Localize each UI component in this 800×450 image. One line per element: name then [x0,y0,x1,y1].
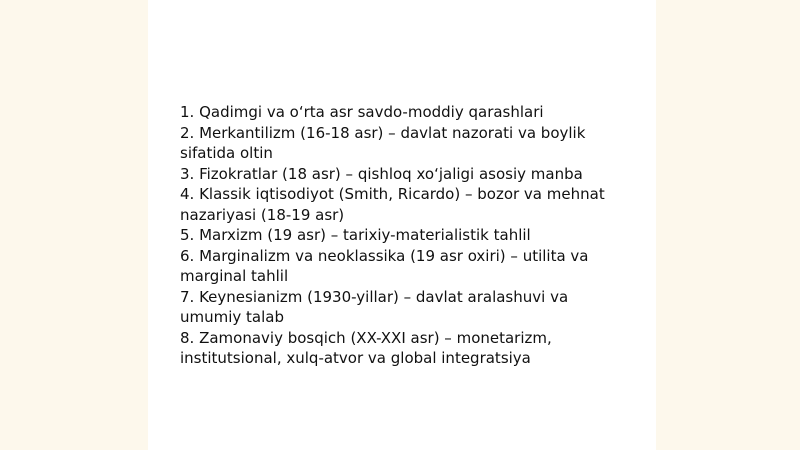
list-item: 7. Keynesianizm (1930-yillar) – davlat aralashuvi va umumiy talab [180,287,569,326]
list-item: 3. Fizokratlar (18 asr) – qishloq xo‘jaligi asosiy manba [180,164,583,183]
slide-text-list [180,102,630,369]
list-item: 6. Marginalizm va neoklassika (19 asr oxiri) – utilita va marginal tahlil [180,246,589,285]
list-item: 5. Marxizm (19 asr) – tarixiy-materialistik tahlil [180,226,531,244]
list-item: 4. Klassik iqtisodiyot (Smith, Ricardo) – bozor va mehnat nazariyasi (18-19 asr) [180,185,605,224]
list-item: 8. Zamonaviy bosqich (XX-XXI asr) – monetarizm, institutsional, xulq-atvor va global integratsiya [180,328,552,367]
list-item: 2. Merkantilizm (16-18 asr) – davlat nazorati va boylik sifatida oltin [180,123,586,162]
list-item: 1. Qadimgi va o‘rta asr savdo-moddiy qarashlari [180,103,544,121]
slide-page [148,0,656,450]
